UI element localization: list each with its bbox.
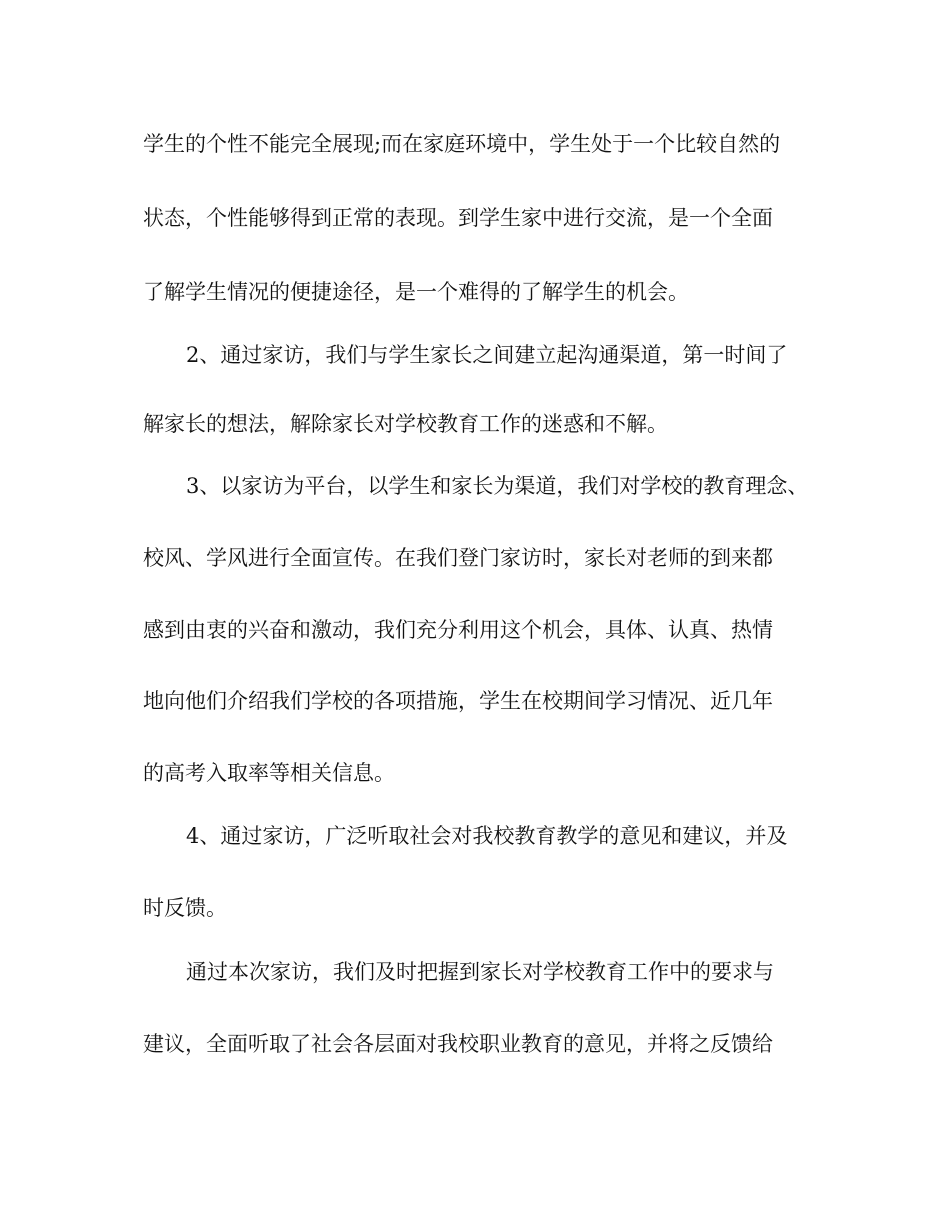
paragraph-line: 校风、学风进行全面宣传。在我们登门家访时，家长对老师的到来都 [143,546,773,570]
paragraph-line: 的高考入取率等相关信息。 [143,761,395,785]
paragraph-line: 通过本次家访，我们及时把握到家长对学校教育工作中的要求与 [186,960,774,984]
paragraph-line: 感到由衷的兴奋和激动，我们充分利用这个机会，具体、认真、热情 [143,618,773,642]
paragraph-line: 建议，全面听取了社会各层面对我校职业教育的意见，并将之反馈给 [143,1032,773,1056]
paragraph-line: 4、通过家访，广泛听取社会对我校教育教学的意见和建议，并及 [186,824,788,848]
paragraph-line: 学生的个性不能完全展现;而在家庭环境中，学生处于一个比较自然的 [143,132,781,156]
paragraph-line: 解家长的想法，解除家长对学校教育工作的迷惑和不解。 [143,412,668,436]
paragraph-line: 2、通过家访，我们与学生家长之间建立起沟通渠道，第一时间了 [186,343,788,367]
paragraph-line: 状态，个性能够得到正常的表现。到学生家中进行交流，是一个全面 [143,206,773,230]
paragraph-line: 了解学生情况的便捷途径，是一个难得的了解学生的机会。 [143,280,689,304]
paragraph-line: 时反馈。 [143,896,227,920]
paragraph-line: 3、以家访为平台，以学生和家长为渠道，我们对学校的教育理念、 [186,474,809,498]
paragraph-line: 地向他们介绍我们学校的各项措施，学生在校期间学习情况、近几年 [143,689,773,713]
